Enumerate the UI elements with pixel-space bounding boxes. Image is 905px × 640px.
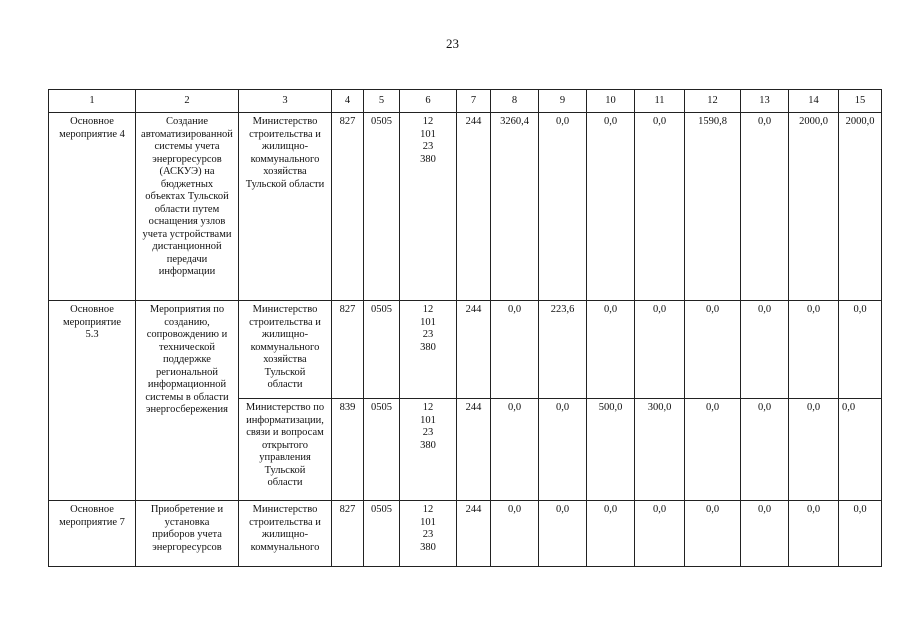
page-number: 23 bbox=[446, 36, 459, 51]
value-cell: 0,0 bbox=[839, 501, 882, 567]
value-cell: 0,0 bbox=[789, 399, 839, 501]
value-cell: 0,0 bbox=[539, 501, 587, 567]
value-cell: 500,0 bbox=[587, 399, 635, 501]
value-cell: 3260,4 bbox=[491, 113, 539, 301]
value-cell: 0,0 bbox=[491, 501, 539, 567]
value-cell: 0,0 bbox=[587, 113, 635, 301]
value-cell: 827 bbox=[332, 301, 364, 399]
description-cell: Создание автоматизированной системы учета энергоресурсов (АСКУЭ) на бюджетных объектах Тульской области путем оснащения узлов учета устройствами дистанционной передачи информации bbox=[136, 113, 239, 301]
col-header: 15 bbox=[839, 90, 882, 113]
value-cell: 12 101 23 380 bbox=[400, 113, 457, 301]
executor-cell: Министерство по информатизации, связи и вопросам открытого управления Тульской области bbox=[239, 399, 332, 501]
value-cell: 0,0 bbox=[685, 301, 741, 399]
col-header: 11 bbox=[635, 90, 685, 113]
table-row bbox=[49, 301, 882, 399]
executor-cell: Министерство строительства и жилищно- коммунального хозяйства Тульской области bbox=[239, 301, 332, 399]
value-cell: 0,0 bbox=[741, 113, 789, 301]
value-cell: 827 bbox=[332, 113, 364, 301]
value-cell: 0,0 bbox=[741, 501, 789, 567]
event-cell: Основное мероприятие 4 bbox=[49, 113, 136, 301]
value-cell: 0,0 bbox=[587, 501, 635, 567]
col-header: 5 bbox=[364, 90, 400, 113]
value-cell: 0,0 bbox=[685, 399, 741, 501]
value-cell: 0,0 bbox=[491, 301, 539, 399]
value-cell: 244 bbox=[457, 301, 491, 399]
event-cell: Основное мероприятие 5.3 bbox=[49, 301, 136, 501]
executor-cell: Министерство строительства и жилищно- коммунального хозяйства Тульской области bbox=[239, 113, 332, 301]
value-cell: 0505 bbox=[364, 113, 400, 301]
event-cell: Основное мероприятие 7 bbox=[49, 501, 136, 567]
table-row bbox=[49, 501, 882, 567]
col-header: 7 bbox=[457, 90, 491, 113]
value-cell: 839 bbox=[332, 399, 364, 501]
col-header: 4 bbox=[332, 90, 364, 113]
value-cell: 0505 bbox=[364, 399, 400, 501]
value-cell: 2000,0 bbox=[789, 113, 839, 301]
col-header: 10 bbox=[587, 90, 635, 113]
value-cell: 0,0 bbox=[539, 399, 587, 501]
col-header: 8 bbox=[491, 90, 539, 113]
value-cell: 0,0 bbox=[539, 113, 587, 301]
value-cell: 2000,0 bbox=[839, 113, 882, 301]
value-cell: 0,0 bbox=[839, 399, 882, 501]
budget-table bbox=[48, 89, 882, 567]
value-cell: 1590,8 bbox=[685, 113, 741, 301]
value-cell: 0,0 bbox=[741, 399, 789, 501]
value-cell: 0,0 bbox=[635, 301, 685, 399]
col-header: 2 bbox=[136, 90, 239, 113]
col-header: 13 bbox=[741, 90, 789, 113]
table-row bbox=[49, 113, 882, 301]
value-cell: 12 101 23 380 bbox=[400, 501, 457, 567]
value-cell: 0505 bbox=[364, 501, 400, 567]
value-cell: 0505 bbox=[364, 301, 400, 399]
col-header: 6 bbox=[400, 90, 457, 113]
value-cell: 0,0 bbox=[635, 501, 685, 567]
value-cell: 0,0 bbox=[789, 501, 839, 567]
value-cell: 300,0 bbox=[635, 399, 685, 501]
value-cell: 244 bbox=[457, 113, 491, 301]
col-header: 12 bbox=[685, 90, 741, 113]
description-cell: Мероприятия по созданию, сопровождению и технической поддержке региональной информационной системы в области энергосбережения bbox=[136, 301, 239, 501]
col-header: 9 bbox=[539, 90, 587, 113]
value-cell: 12 101 23 380 bbox=[400, 301, 457, 399]
value-cell: 0,0 bbox=[491, 399, 539, 501]
executor-cell: Министерство строительства и жилищно- коммунального bbox=[239, 501, 332, 567]
value-cell: 0,0 bbox=[741, 301, 789, 399]
header-row bbox=[49, 90, 882, 113]
value-cell: 0,0 bbox=[635, 113, 685, 301]
value-cell: 827 bbox=[332, 501, 364, 567]
value-cell: 0,0 bbox=[839, 301, 882, 399]
col-header: 1 bbox=[49, 90, 136, 113]
col-header: 3 bbox=[239, 90, 332, 113]
value-cell: 0,0 bbox=[587, 301, 635, 399]
value-cell: 0,0 bbox=[789, 301, 839, 399]
value-cell: 244 bbox=[457, 399, 491, 501]
value-cell: 0,0 bbox=[685, 501, 741, 567]
col-header: 14 bbox=[789, 90, 839, 113]
description-cell: Приобретение и установка приборов учета энергоресурсов bbox=[136, 501, 239, 567]
value-cell: 223,6 bbox=[539, 301, 587, 399]
value-cell: 12 101 23 380 bbox=[400, 399, 457, 501]
value-cell: 244 bbox=[457, 501, 491, 567]
